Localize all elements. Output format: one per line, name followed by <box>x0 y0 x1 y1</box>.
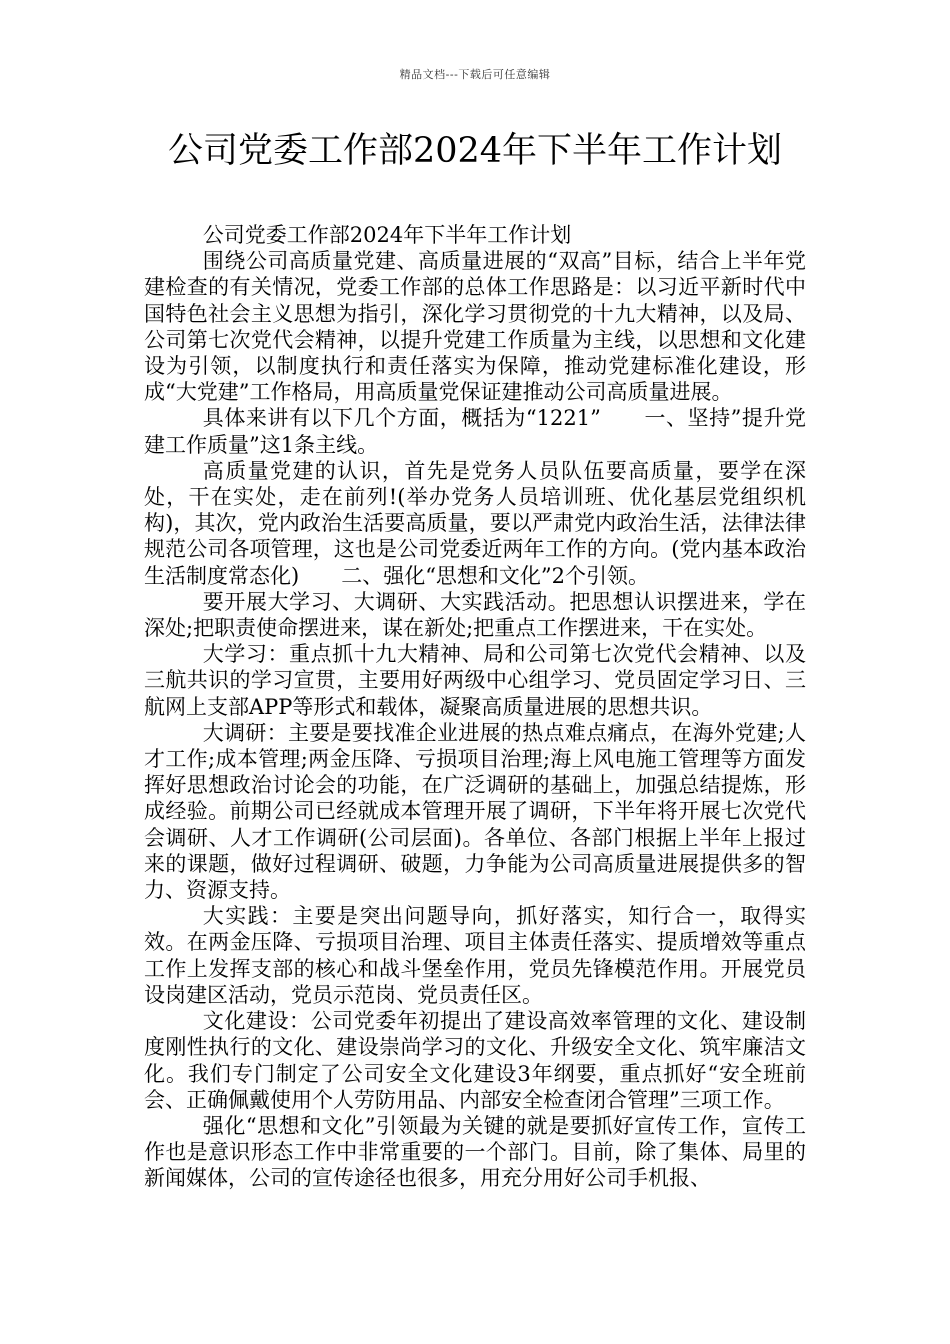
paragraph-three-activities: 要开展大学习、大调研、大实践活动。把思想认识摆进来，学在深处;把职责使命摆进来，谋在新处;把重点工作摆进来，干在实处。 <box>144 589 806 641</box>
paragraph-great-study: 大学习：重点抓十九大精神、局和公司第七次党代会精神、以及三航共识的学习宣贯，主要用好两级中心组学习、党员固定学习日、三航网上支部APP等形式和载体，凝聚高质量进展的思想共识。 <box>144 642 806 719</box>
paragraph-subtitle: 公司党委工作部2024年下半年工作计划 <box>202 223 572 247</box>
paragraph-summary-1221: 具体来讲有以下几个方面，概括为“1221” 一、坚持”提升党建工作质量”这1条主线。 <box>144 406 806 457</box>
document-body <box>144 222 806 1192</box>
paragraph-great-research: 大调研：主要是要找准企业进展的热点难点痛点，在海外党建;人才工作;成本管理;两金压降、亏损项目治理;海上风电施工管理等方面发挥好思想政治讨论会的功能，在广泛调研的基础上，加强总结提炼，形成经验。前期公司已经就成本管理开展了调研，下半年将开展七次党代会调研、人才工作调研(公司层面)。各单位、各部门根据上半年上报过来的课题，做好过程调研、破题，力争能为公司高质量进展提供多的智力、资源支持。 <box>144 720 806 903</box>
paragraph-overall-approach: 围绕公司高质量党建、高质量进展的“双高”目标，结合上半年党建检查的有关情况，党委工作部的总体工作思路是：以习近平新时代中国特色社会主义思想为指引，深化学习贯彻党的十九大精神，以及局、公司第七次党代会精神，以提升党建工作质量为主线，以思想和文化建设为引领，以制度执行和责任落实为保障，推动党建标准化建设，形成“大党建”工作格局，用高质量党保证建推动公司高质量进展。 <box>144 249 806 405</box>
paragraph-culture-building: 文化建设：公司党委年初提出了建设高效率管理的文化、建设制度刚性执行的文化、建设崇尚学习的文化、升级安全文化、筑牢廉洁文化。我们专门制定了公司安全文化建设3年纲要，重点抓好“安全班前会、正确佩戴使用个人劳防用品、内部安全检查闭合管理”三项工作。 <box>144 1009 806 1112</box>
paragraph-publicity-work: 强化“思想和文化”引领最为关键的就是要抓好宣传工作，宣传工作也是意识形态工作中非常重要的一个部门。目前，除了集体、局里的新闻媒体，公司的宣传途径也很多，用充分用好公司手机报、 <box>144 1113 806 1191</box>
paragraph-great-practice: 大实践：主要是突出问题导向，抓好落实，知行合一，取得实效。在两金压降、亏损项目治理、项目主体责任落实、提质增效等重点工作上发挥支部的核心和战斗堡垒作用，党员先锋模范作用。开展党员设岗建区活动，党员示范岗、党员责任区。 <box>144 904 806 1007</box>
document-title: 公司党委工作部2024年下半年工作计划 <box>167 131 783 171</box>
paragraph-party-building-quality: 高质量党建的认识，首先是党务人员队伍要高质量，要学在深处，干在实处，走在前列!(举办党务人员培训班、优化基层党组织机构)，其次，党内政治生活要高质量，要以严肃党内政治生活，法律法律规范公司各项管理，这也是公司党委近两年工作的方向。(党内基本政治生活制度常态化) 二、强化“思想和文化”2个引领。 <box>144 458 806 588</box>
page-header: 精品文档---下载后可任意编辑 <box>399 68 551 81</box>
